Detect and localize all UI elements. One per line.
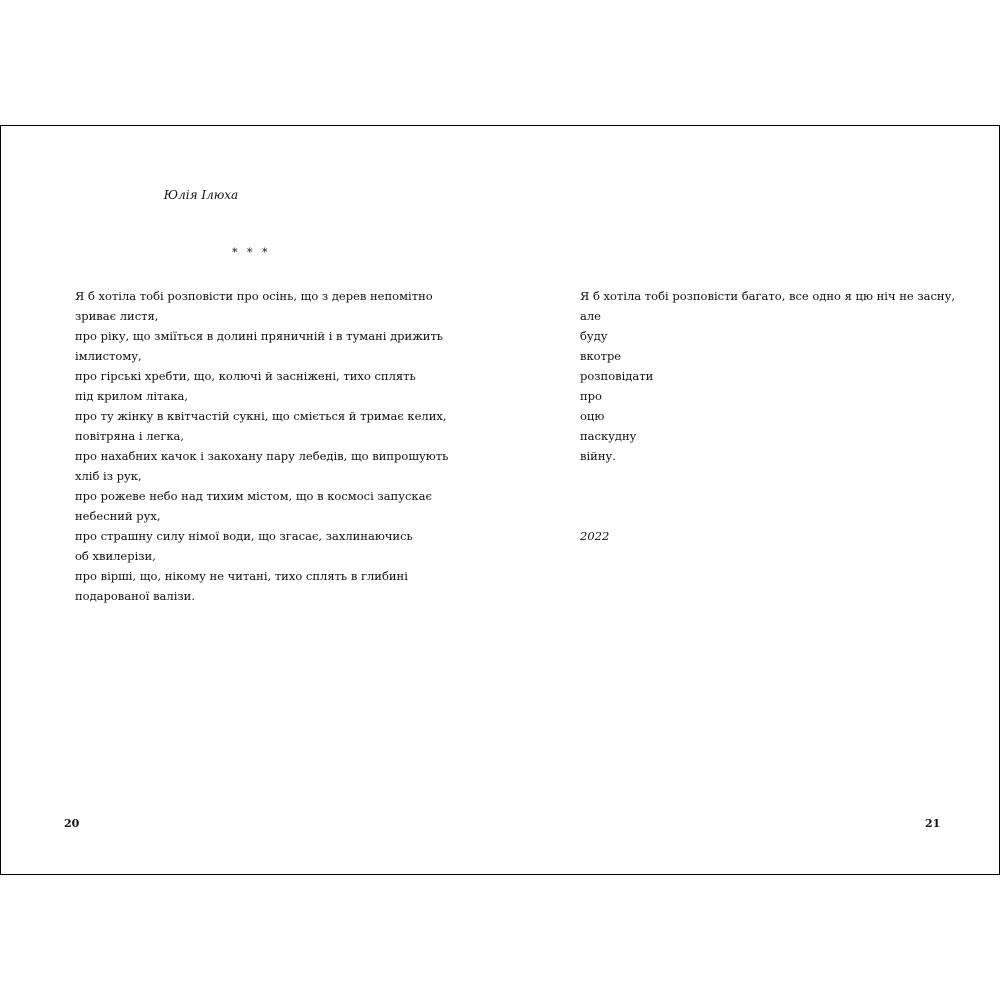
poem-line: Я б хотіла тобі розповісти багато, все одно я цю ніч не засну, [580, 289, 955, 303]
poem-line: про рожеве небо над тихим містом, що в космосі запускає [75, 489, 432, 503]
poem-line: про ріку, що зміїться в долині пряничній і в тумані дрижить [75, 329, 444, 343]
page-number-right: 21 [925, 817, 941, 830]
running-header-author [1, 188, 500, 202]
poem-line: подарованої валізи. [75, 589, 195, 603]
poem-year: 2022 [580, 529, 610, 543]
poem-line: паскудну [580, 429, 637, 443]
poem-line: під крилом літака, [75, 389, 189, 403]
poem-line: Я б хотіла тобі розповісти про осінь, що з дерев непомітно [75, 289, 433, 303]
poem-line: але [580, 309, 601, 323]
poem-line: про нахабних качок і закохану пару лебедів, що випрошують [75, 449, 449, 463]
poem-line: про [580, 389, 602, 403]
poem-left-stanza [75, 286, 448, 606]
poem-right-stanza [580, 286, 955, 466]
right-page [500, 126, 999, 874]
poem-line: об хвилерізи, [75, 549, 156, 563]
poem-line: небесний рух, [75, 509, 161, 523]
left-page [1, 126, 500, 874]
poem-line: буду [580, 329, 608, 343]
author-name: Юлія Ілюха [163, 188, 239, 202]
poem-line: війну. [580, 449, 616, 463]
poem-line: хліб із рук, [75, 469, 142, 483]
poem-line: вкотре [580, 349, 622, 363]
poem-line: про вірші, що, нікому не читані, тихо сплять в глибині [75, 569, 408, 583]
poem-separator: * * * [232, 246, 271, 259]
poem-line: про ту жінку в квітчастій сукні, що сміється й тримає келих, [75, 409, 447, 423]
page-number-left: 20 [64, 817, 80, 830]
poem-line: зриває листя, [75, 309, 159, 323]
poem-line: імлистому, [75, 349, 142, 363]
book-spread [0, 125, 1000, 875]
poem-line: розповідати [580, 369, 654, 383]
poem-line: оцю [580, 409, 605, 423]
poem-line: про гірські хребти, що, колючі й засніжені, тихо сплять [75, 369, 416, 383]
poem-line: повітряна і легка, [75, 429, 185, 443]
poem-line: про страшну силу німої води, що згасає, захлинаючись [75, 529, 413, 543]
